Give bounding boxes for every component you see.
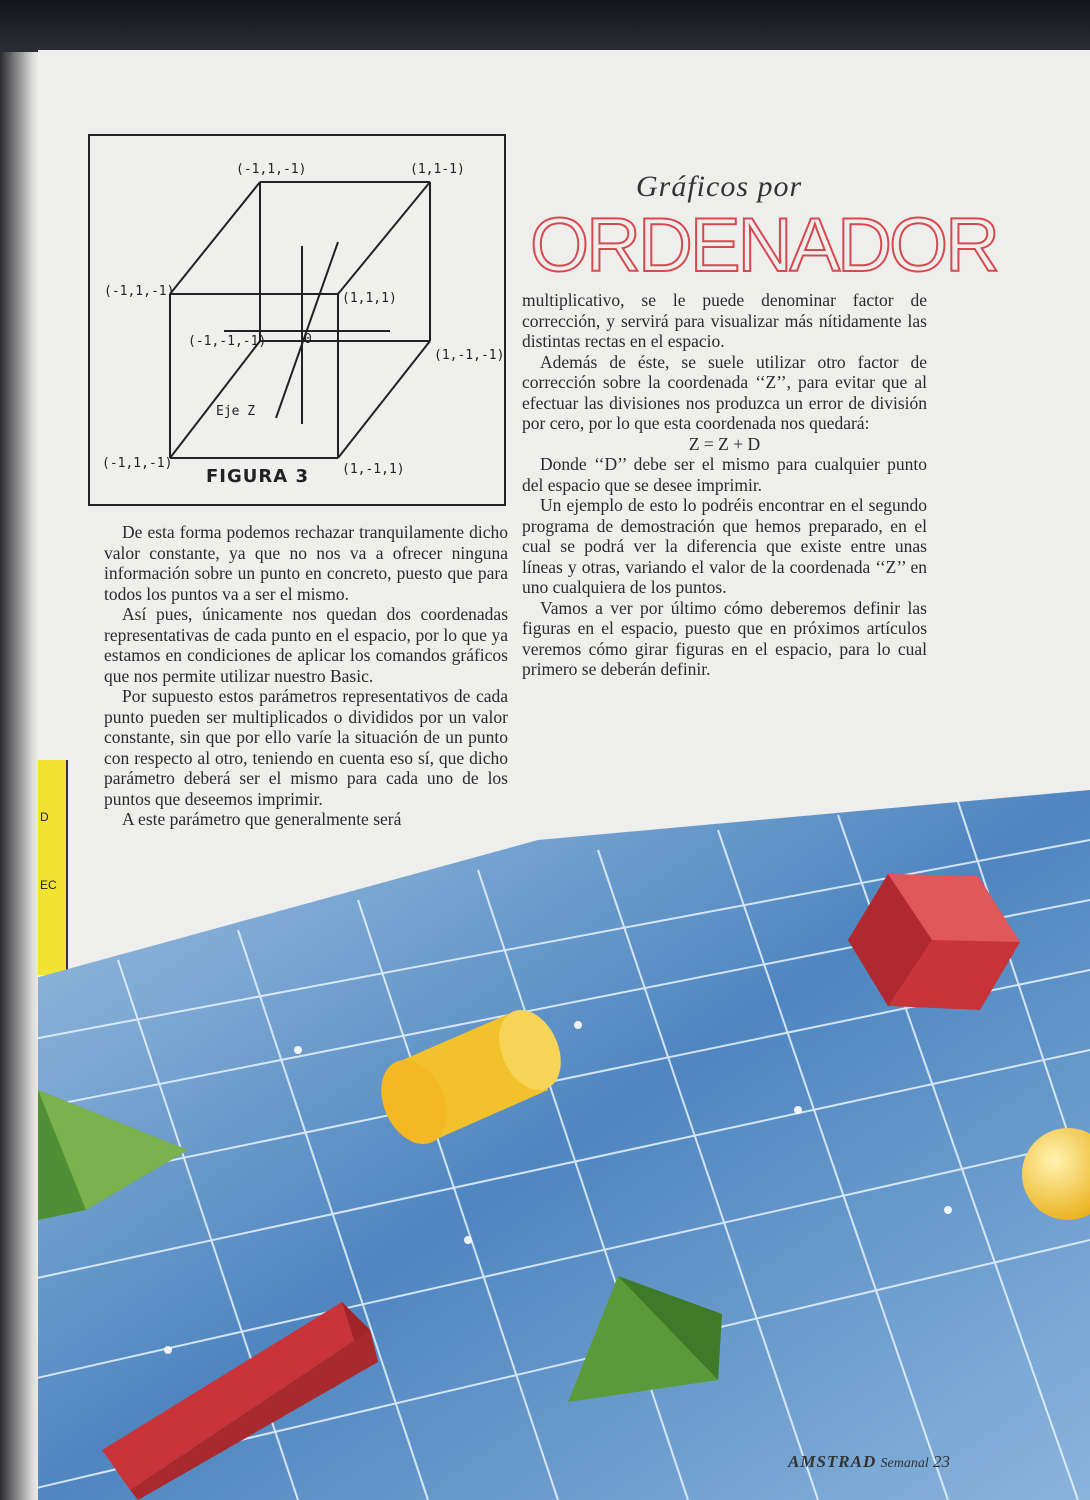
paragraph: multiplicativo, se le puede denominar factor de corrección, y servirá para visualizar más nítidamente las distintas rectas en el espacio. (522, 290, 927, 351)
article-right-column (522, 290, 927, 680)
paragraph: Además de éste, se suele utilizar otro factor de corrección sobre la coordenada ‘‘Z’’, para evitar que al efectuar las divisiones nos produzca un error de división por cero, por lo que esta coordenada nos quedará: (522, 351, 927, 433)
vertex-label: (1,1,1) (342, 291, 397, 306)
paragraph: Por supuesto estos parámetros representativos de cada punto pueden ser multiplicados o divididos por un valor constante, sin que por ello varíe la situación de un punto con respecto al otro, teniendo en cuenta eso sí, que dicho parámetro deberá ser el mismo para cada uno de los puntos que deseemos imprimir. (104, 686, 508, 809)
scan-border-left (0, 52, 38, 1500)
scan-border-top (0, 0, 1090, 52)
magazine-page (38, 50, 1090, 1500)
page-number: 23 (932, 1452, 950, 1471)
paragraph: Un ejemplo de esto lo podréis encontrar en el segundo programa de demostración que hemos preparado, en el cual se podrá ver la diferencia que existe entre unas líneas y otras, variando el valor de la coordenada ‘‘Z’’ en uno cualquiera de los puntos. (522, 495, 927, 597)
vertex-label: (-1,-1,-1) (188, 334, 267, 349)
article-kicker: Gráficos por (636, 170, 803, 203)
vertex-label: (-1,1,-1) (102, 456, 173, 471)
vertex-label: (1,-1,1) (342, 462, 405, 477)
adjacent-fragment: EC (40, 878, 57, 892)
adjacent-fragment: D (40, 810, 49, 824)
vertex-label: (-1,1,-1) (236, 162, 307, 177)
vertex-label: (1,-1,-1) (434, 348, 505, 363)
formula: Z = Z + D (688, 433, 761, 454)
paragraph: Donde ‘‘D’’ debe ser el mismo para cualquier punto del espacio que se desee imprimir. (522, 454, 927, 495)
article-left-column (104, 522, 508, 830)
paragraph: De esta forma podemos rechazar tranquilamente dicho valor constante, ya que no nos va a ofrecer ninguna información sobre un punto en concreto, puesto que para todos los puntos va a ser el mismo. (104, 522, 508, 604)
figure-caption: FIGURA 3 (206, 466, 309, 487)
magazine-brand: AMSTRAD (788, 1452, 877, 1471)
vertex-label: (1,1-1) (410, 162, 465, 177)
axis-z-label: Eje Z (216, 404, 256, 419)
origin-label: 0 (304, 332, 312, 347)
vertex-label: (-1,1,-1) (104, 284, 175, 299)
paragraph: Vamos a ver por último cómo deberemos definir las figuras en el espacio, puesto que en próximos artículos veremos cómo girar figuras en el espacio, para lo cual primero se deberán definir. (522, 597, 927, 679)
page-footer (788, 1452, 950, 1472)
magazine-name: Semanal (880, 1456, 929, 1471)
article-title: ORDENADOR (530, 203, 998, 288)
paragraph: Así pues, únicamente nos quedan dos coordenadas representativas de cada punto en el espacio, por lo que ya estamos en condiciones de aplicar los comandos gráficos que nos permite utilizar nuestro Basic. (104, 604, 508, 686)
paragraph: A este parámetro que generalmente será (122, 809, 402, 829)
